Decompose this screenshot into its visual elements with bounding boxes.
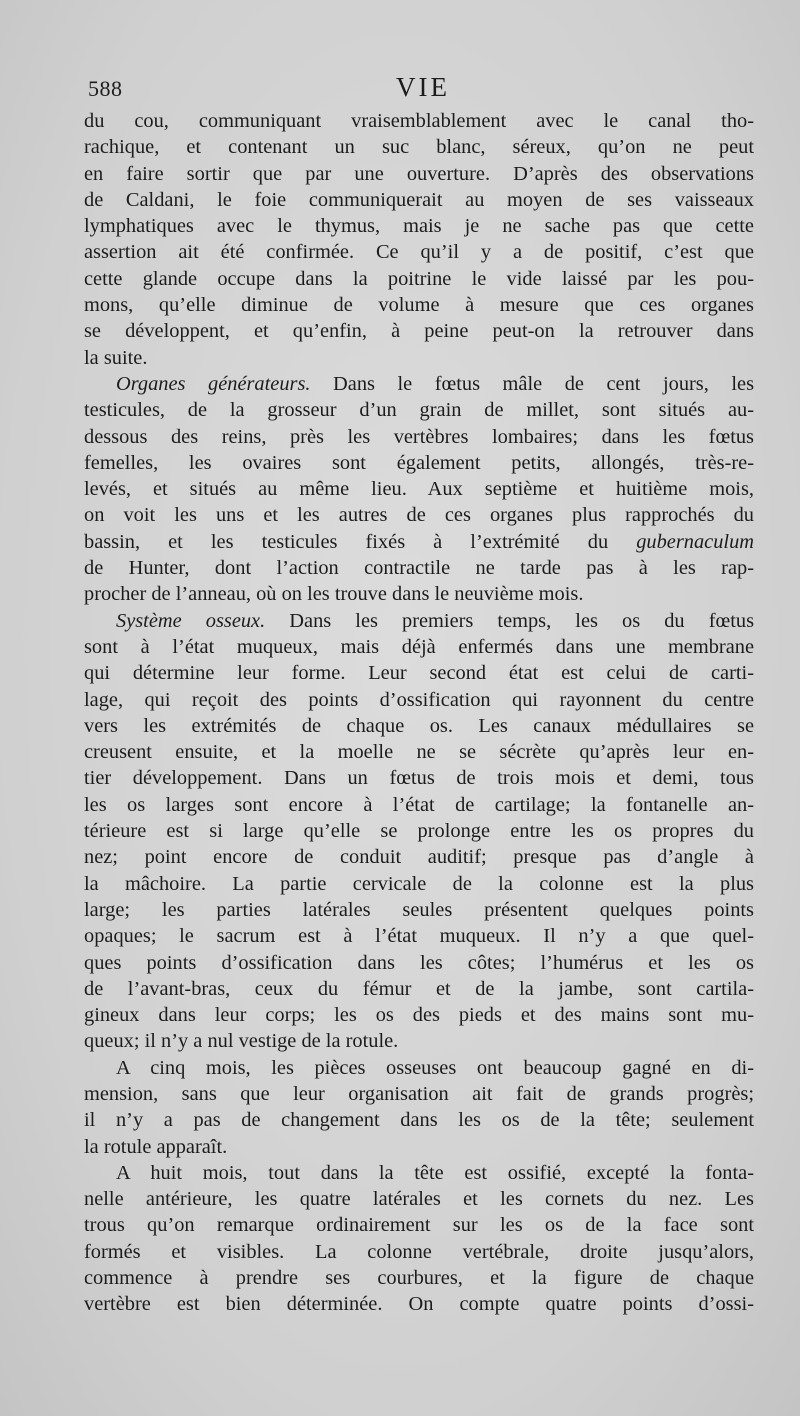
line-text: bassin, et les testicules fixés à l’extrémité du (84, 530, 637, 553)
text-line (84, 1002, 754, 1028)
line-text: qui détermine leur forme. Leur second état est celui de carti- (84, 662, 754, 685)
text-line (84, 502, 754, 528)
text-line (84, 1265, 754, 1291)
text-line (84, 687, 754, 713)
text-line (84, 1055, 754, 1081)
line-text: la mâchoire. La partie cervicale de la colonne est la plus (84, 872, 754, 895)
text-line (84, 1291, 754, 1317)
line-text: en faire sortir que par une ouverture. D’après des observations (84, 162, 754, 185)
text-line (84, 476, 754, 502)
line-text: lage, qui reçoit des points d’ossification qui rayonnent du centre (84, 688, 754, 711)
text-line (84, 1212, 754, 1238)
text-line (84, 266, 754, 292)
text-line (84, 660, 754, 686)
line-text: la suite. (84, 346, 148, 369)
text-line (84, 765, 754, 791)
line-text: A huit mois, tout dans la tête est ossifié, excepté la fonta- (116, 1161, 754, 1184)
text-line (84, 239, 754, 265)
line-text: A cinq mois, les pièces osseuses ont beaucoup gagné en di- (116, 1056, 754, 1079)
text-line (84, 424, 754, 450)
text-line (84, 555, 754, 581)
text-line (84, 818, 754, 844)
line-text: creusent ensuite, et la moelle ne se sécrète qu’après leur en- (84, 741, 754, 764)
line-text: il n’y a pas de changement dans les os de la tête; seulement (84, 1109, 754, 1132)
body-text (84, 108, 754, 1318)
line-text: testicules, de la grosseur d’un grain de millet, sont situés au- (84, 399, 754, 422)
line-text: large; les parties latérales seules présentent quelques points (84, 898, 754, 921)
line-text: tier développement. Dans un fœtus de trois mois et demi, tous (84, 767, 754, 790)
text-line (84, 950, 754, 976)
line-text: les os larges sont encore à l’état de cartilage; la fontanelle an- (84, 793, 754, 816)
line-text: vers les extrémités de chaque os. Les canaux médullaires se (84, 714, 754, 737)
text-line (84, 529, 754, 555)
line-text: procher de l’anneau, où on les trouve dans le neuvième mois. (84, 583, 584, 606)
text-line (84, 976, 754, 1002)
line-text: rachique, et contenant un suc blanc, séreux, qu’on ne peut (84, 136, 754, 159)
line-text: lymphatiques avec le thymus, mais je ne sache pas que cette (84, 215, 754, 238)
text-line (84, 871, 754, 897)
text-line (84, 1239, 754, 1265)
line-text: sont à l’état muqueux, mais déjà enfermés dans une membrane (84, 635, 754, 658)
text-line (84, 792, 754, 818)
text-line (84, 161, 754, 187)
line-text: Dans les premiers temps, les os du fœtus (265, 609, 754, 632)
line-text: mons, qu’elle diminue de volume à mesure que ces organes (84, 294, 754, 317)
line-text: Dans le fœtus mâle de cent jours, les (310, 372, 754, 395)
page-number: 588 (88, 76, 123, 101)
text-line (84, 371, 754, 397)
line-text: cette glande occupe dans la poitrine le vide laissé par les pou- (84, 267, 754, 290)
text-line (84, 739, 754, 765)
line-text: vertèbre est bien déterminée. On compte quatre points d’ossi- (84, 1293, 754, 1316)
section-heading: Organes générateurs. (116, 372, 311, 395)
text-line (84, 1160, 754, 1186)
line-text: du cou, communiquant vraisemblablement avec le canal tho- (84, 110, 754, 132)
line-text: de Caldani, le foie communiquerait au moyen de ses vaisseaux (84, 188, 754, 211)
line-text: nez; point encore de conduit auditif; presque pas d’angle à (84, 846, 754, 869)
text-line (84, 1107, 754, 1133)
text-line (84, 1028, 754, 1054)
section-heading: Système osseux. (116, 609, 266, 632)
line-text: térieure est si large qu’elle se prolonge entre les os propres du (84, 820, 754, 843)
line-text: formés et visibles. La colonne vertébrale, droite jusqu’alors, (84, 1240, 754, 1263)
line-text: opaques; le sacrum est à l’état muqueux. Il n’y a que quel- (84, 925, 754, 948)
line-text: nelle antérieure, les quatre latérales et les cornets du nez. Les (84, 1188, 754, 1211)
text-line (84, 581, 754, 607)
line-text: femelles, les ovaires sont également petits, allongés, très-re- (84, 451, 754, 474)
text-line (84, 713, 754, 739)
line-text: se développent, et qu’enfin, à peine peut-on la retrouver dans (84, 320, 754, 343)
text-line (84, 213, 754, 239)
line-text: ques points d’ossification dans les côtes; l’humérus et les os (84, 951, 754, 974)
text-line (84, 1186, 754, 1212)
italic-term: gubernaculum (636, 530, 754, 553)
running-head: VIE (396, 72, 450, 102)
line-text: levés, et situés au même lieu. Aux septième et huitième mois, (84, 478, 754, 501)
page-header (84, 72, 754, 106)
text-line (84, 397, 754, 423)
text-line (84, 608, 754, 634)
text-line (84, 923, 754, 949)
line-text: mension, sans que leur organisation ait fait de grands progrès; (84, 1082, 754, 1105)
text-line (84, 318, 754, 344)
text-line (84, 345, 754, 371)
line-text: de l’avant-bras, ceux du fémur et de la jambe, sont cartila- (84, 977, 754, 1000)
text-line (84, 187, 754, 213)
text-line (84, 292, 754, 318)
text-line (84, 108, 754, 134)
line-text: trous qu’on remarque ordinairement sur les os de la face sont (84, 1214, 754, 1237)
text-line (84, 1081, 754, 1107)
text-line (84, 897, 754, 923)
text-line (84, 450, 754, 476)
text-line (84, 134, 754, 160)
line-text: commence à prendre ses courbures, et la figure de chaque (84, 1267, 754, 1290)
line-text: dessous des reins, près les vertèbres lombaires; dans les fœtus (84, 425, 754, 448)
line-text: on voit les uns et les autres de ces organes plus rapprochés du (84, 504, 754, 527)
line-text: queux; il n’y a nul vestige de la rotule. (84, 1030, 399, 1053)
line-text: la rotule apparaît. (84, 1135, 228, 1158)
text-line (84, 634, 754, 660)
line-text: gineux dans leur corps; les os des pieds et des mains sont mu- (84, 1004, 754, 1027)
line-text: assertion ait été confirmée. Ce qu’il y a de positif, c’est que (84, 241, 754, 264)
line-text: de Hunter, dont l’action contractile ne tarde pas à les rap- (84, 557, 754, 580)
text-line (84, 1134, 754, 1160)
text-line (84, 844, 754, 870)
